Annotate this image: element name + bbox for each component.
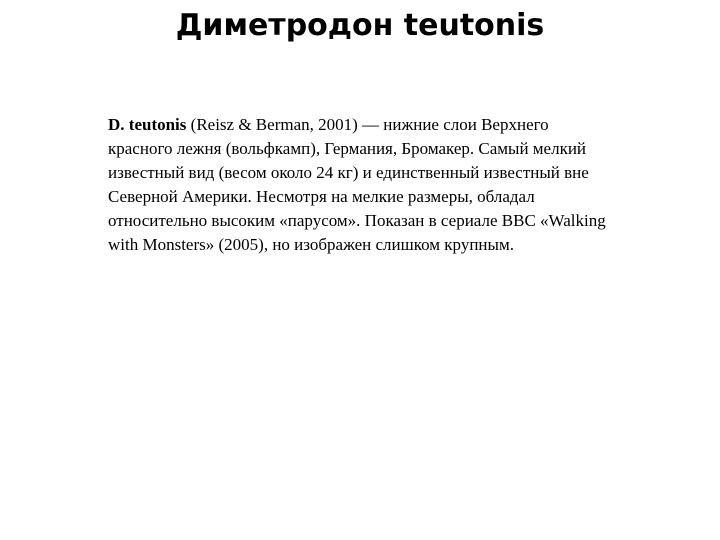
description-text: (Reisz & Berman, 2001) — нижние слои Верхнего красного лежня (вольфкамп), Германия, Бромакер. Самый мелкий известный вид (весом около 24 кг) и единственный известный вне Северной Америки. Несмотря на мелкие размеры, обладал относительно высоким «парусом». Показан в сериале BBC «Walking with Monsters» (2005), но изображен слишком крупным. — [108, 115, 606, 254]
species-name: D. teutonis — [108, 115, 187, 134]
slide-title: Диметродон teutonis — [175, 8, 545, 43]
description-paragraph — [108, 113, 608, 257]
